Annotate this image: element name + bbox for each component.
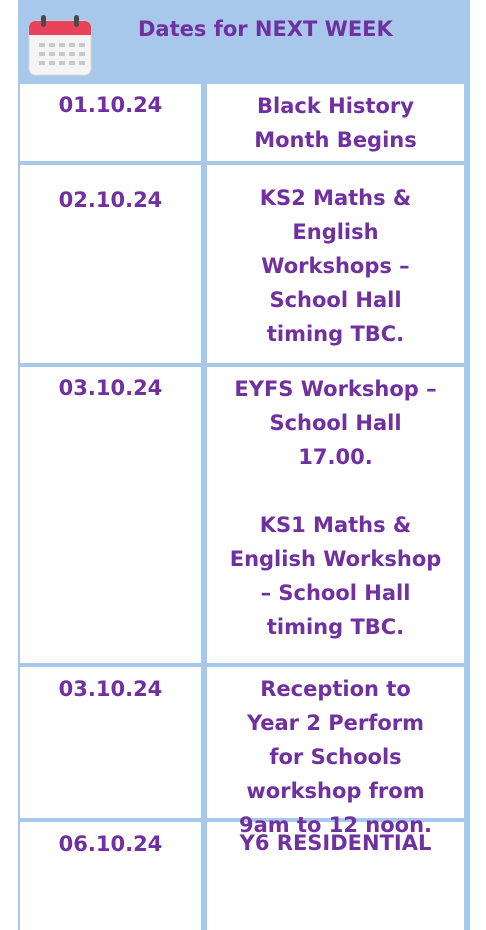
dates-panel [18,0,470,930]
event-line: Year 2 Perform [246,711,425,735]
event-line: timing TBC. [266,615,405,639]
event-line: Reception to [260,677,411,701]
event-line: for Schools [269,745,402,769]
row-event [207,181,464,351]
row-event [207,826,464,860]
dates-table [18,80,470,930]
row-date: 02.10.24 [58,188,163,212]
event-line: EYFS Workshop – [234,377,437,401]
calendar-icon [26,13,96,77]
panel-header [18,0,470,80]
row-event [207,372,464,644]
event-line: Month Begins [254,128,417,152]
row-date: 03.10.24 [58,677,163,701]
event-line: – School Hall [260,581,411,605]
row-date: 06.10.24 [58,832,163,856]
row-divider [18,663,470,667]
row-divider [18,363,470,367]
row-event [207,89,464,157]
event-line: timing TBC. [266,322,405,346]
event-line: 17.00. [298,445,373,469]
row-event [207,672,464,842]
row-divider [18,161,470,165]
event-line: School Hall [269,288,402,312]
event-line: KS1 Maths & [259,513,412,537]
row-divider [18,80,470,84]
event-line: School Hall [269,411,402,435]
event-line: 9am to 12 noon. [238,813,433,837]
event-line: Workshops – [261,254,410,278]
row-date: 03.10.24 [58,376,163,400]
event-spacer [207,474,464,508]
event-line: KS2 Maths & [259,186,412,210]
event-line: English Workshop [229,547,442,571]
panel-title: Dates for NEXT WEEK [138,17,393,41]
event-line: Y6 RESIDENTIAL [239,831,432,855]
row-date: 01.10.24 [58,93,163,117]
event-line: workshop from [246,779,425,803]
event-line: English [292,220,379,244]
event-line: Black History [257,94,414,118]
